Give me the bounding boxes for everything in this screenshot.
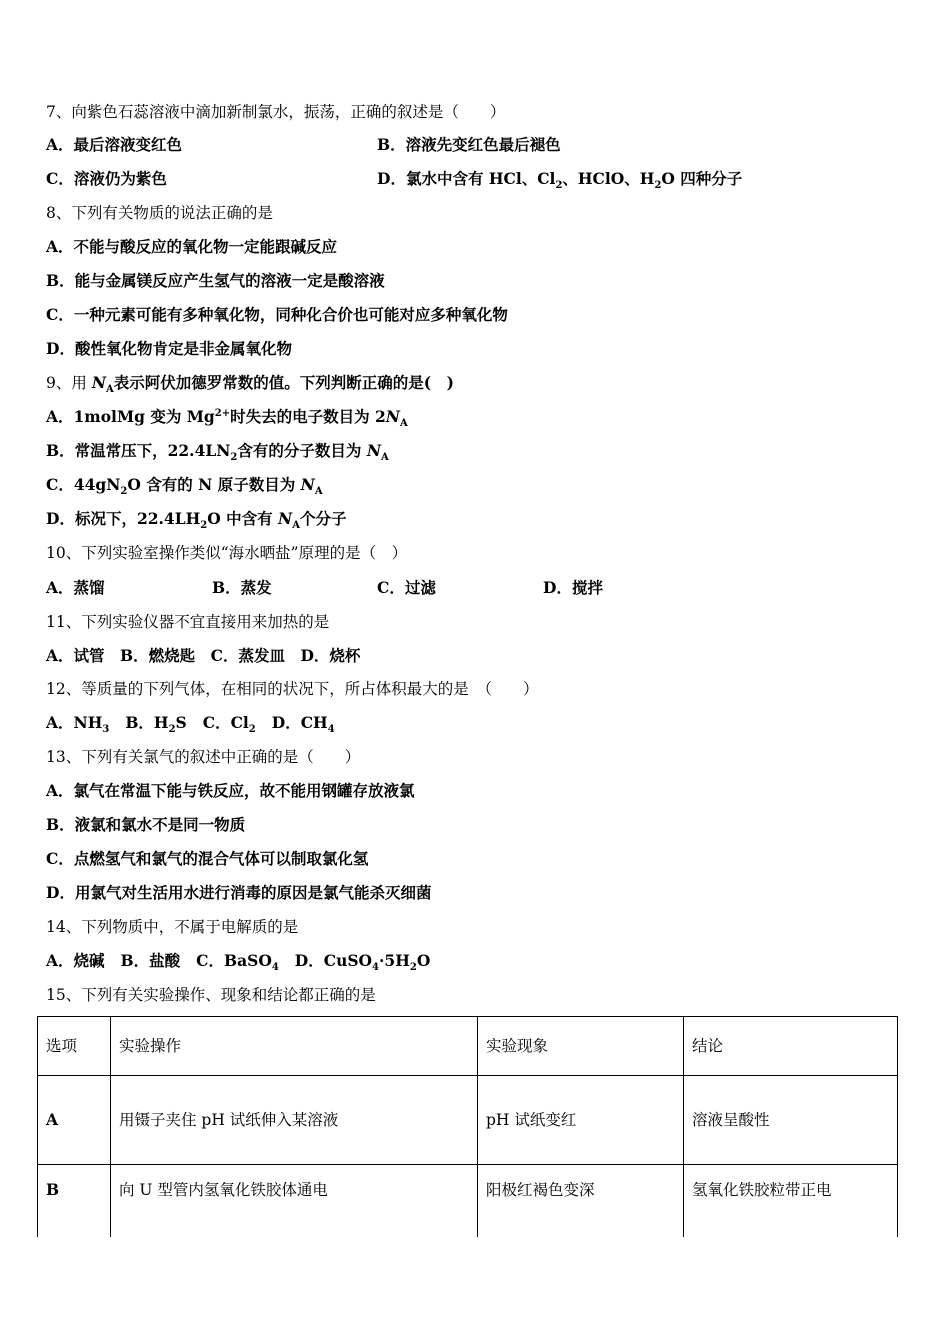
row-option: B [38,1165,111,1238]
q15-stem: 15、下列有关实验操作、现象和结论都正确的是 [46,986,376,1004]
row-conclusion: 溶液呈酸性 [684,1076,898,1165]
table-row [38,1076,898,1165]
q7-option-a: A．最后溶液变红色 [46,135,183,154]
q13-option-d: D．用氯气对生活用水进行消毒的原因是氯气能杀灭细菌 [46,883,432,902]
q7-option-d: D．氯水中含有 HCl、$Cl_2$、HClO、$H_2O$ 四种分子 [377,169,743,192]
row-conclusion: 氢氧化铁胶粒带正电 [684,1165,898,1238]
experiment-table [37,1016,898,1237]
q9-option-c: C．$44gN_2O$ 含有的 N 原子数目为 $N_A$ [46,475,323,498]
q7-stem: 7、向紫色石蕊溶液中滴加新制氯水，振荡，正确的叙述是（ ） [46,103,506,121]
row-phenomenon: pH 试纸变红 [478,1076,684,1165]
header-conclusion: 结论 [684,1017,898,1076]
q13-option-b: B．液氯和氯水不是同一物质 [46,815,246,834]
q14-options: A．烧碱 B．盐酸 C．BaSO$_4$ D．$CuSO_4\cdot 5H_2O$ [46,951,431,974]
q8-option-d: D．酸性氧化物肯定是非金属氧化物 [46,339,292,358]
q7-option-c: C．溶液仍为紫色 [46,169,167,188]
q10-option-d: D．搅拌 [543,578,603,597]
q9-option-d: D．标况下，$22.4LH_2O$ 中含有 $N_A$个分子 [46,509,347,532]
q10-option-c: C．过滤 [377,578,436,597]
q8-option-b: B．能与金属镁反应产生氢气的溶液一定是酸溶液 [46,271,385,290]
q8-stem: 8、下列有关物质的说法正确的是 [46,204,273,222]
q9-option-b: B．常温常压下，$22.4LN_2$含有的分子数目为 $N_A$ [46,441,389,464]
q12-options: A．$NH_3$ B．$H_2S$ C．$Cl_2$ D．$CH_4$ [46,713,335,736]
row-option: A [38,1076,111,1165]
header-operation: 实验操作 [111,1017,478,1076]
q11-options: A．试管 B．燃烧匙 C．蒸发皿 D．烧杯 [46,646,361,665]
q10-option-b: B．蒸发 [212,578,272,597]
q13-stem: 13、下列有关氯气的叙述中正确的是（ ） [46,748,361,766]
q12-stem: 12、等质量的下列气体，在相同的状况下，所占体积最大的是 （ ） [46,680,539,698]
table-header-row [38,1017,898,1076]
header-phenomenon: 实验现象 [478,1017,684,1076]
q13-option-c: C．点燃氢气和氯气的混合气体可以制取氯化氢 [46,849,369,868]
table-row [38,1165,898,1238]
q8-option-a: A．不能与酸反应的氧化物一定能跟碱反应 [46,237,338,256]
header-option: 选项 [38,1017,111,1076]
q9-stem: 9、用 $N_A$表示阿伏加德罗常数的值。下列判断正确的是( ) [46,373,454,396]
q9-option-a: A．1molMg 变为 $Mg^{2+}$时失去的电子数目为 $2N_A$ [46,407,408,430]
q13-option-a: A．氯气在常温下能与铁反应，故不能用钢罐存放液氯 [46,781,415,800]
q11-stem: 11、下列实验仪器不宜直接用来加热的是 [46,613,330,631]
row-phenomenon: 阳极红褐色变深 [478,1165,684,1238]
q10-option-a: A．蒸馏 [46,578,105,597]
row-operation: 向 U 型管内氢氧化铁胶体通电 [111,1165,478,1238]
q8-option-c: C．一种元素可能有多种氧化物，同种化合价也可能对应多种氧化物 [46,305,508,324]
q14-stem: 14、下列物质中，不属于电解质的是 [46,918,299,936]
row-operation: 用镊子夹住 pH 试纸伸入某溶液 [111,1076,478,1165]
q7-option-b: B．溶液先变红色最后褪色 [377,135,561,154]
q10-stem: 10、下列实验室操作类似“海水晒盐”原理的是（ ） [46,544,408,562]
